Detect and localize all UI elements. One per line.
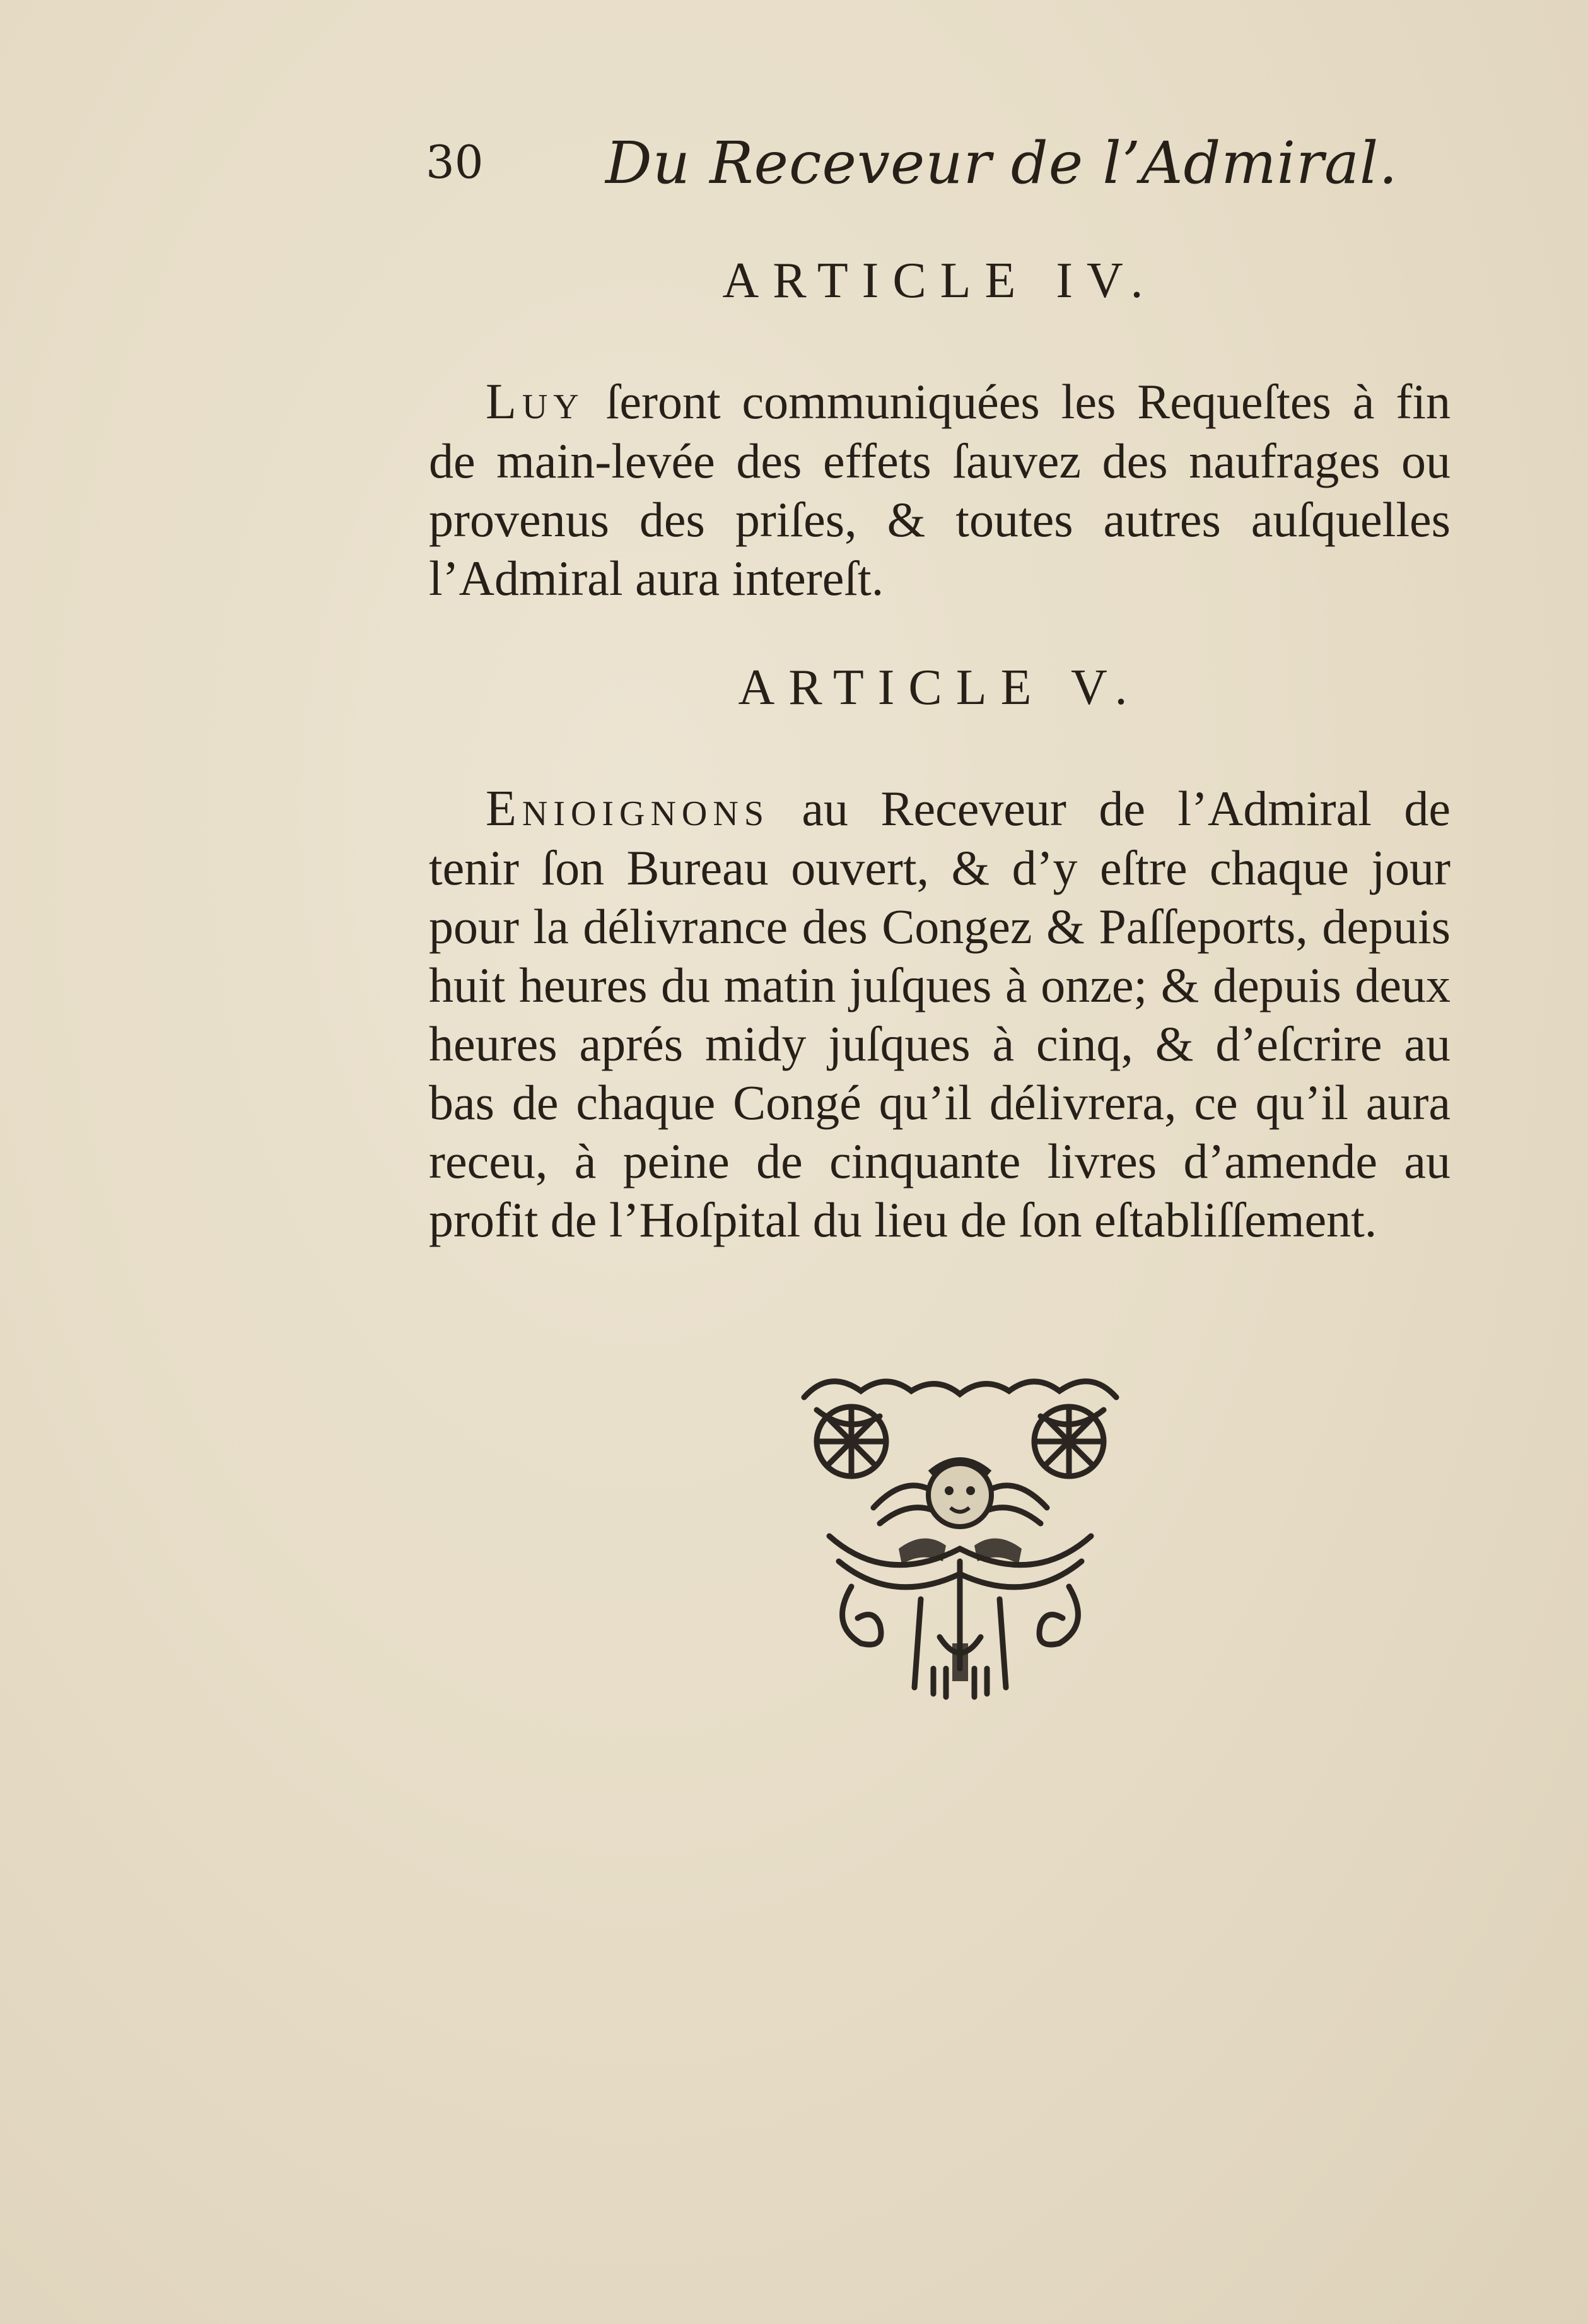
article-iv-paragraph bbox=[429, 372, 1451, 607]
page-number: 30 bbox=[426, 136, 484, 189]
article-v-lead-word: Enioignons bbox=[486, 781, 769, 836]
article-v-paragraph bbox=[429, 779, 1451, 1249]
woodcut-cherub-tailpiece-icon bbox=[791, 1372, 1129, 1703]
article-heading-v: ARTICLE V. bbox=[738, 660, 1141, 715]
running-title: Du Receveur de l’Admiral. bbox=[605, 129, 1398, 197]
running-head bbox=[426, 129, 1466, 205]
article-iv-lead-word: Luy bbox=[486, 374, 585, 430]
article-heading-iv: ARTICLE IV. bbox=[722, 253, 1157, 308]
article-v-text: au Receveur de l’Admiral de tenir ſon Bureau ouvert, & d’y eſtre chaque jour pour la délivrance des Congez & Paſſeports, depuis huit heures du matin juſques à onze; & depuis deux heures aprés midy juſques à cinq, & d’eſcrire au bas de chaque Congé qu’il délivrera, ce qu’il aura receu, à peine de cinquante livres d’amende au profit de l’Hoſpital du lieu de ſon eſtabliſſement. bbox=[429, 781, 1451, 1247]
article-iv-text: ſeront communiquées les Requeſtes à fin de main-levée des effets ſauvez des naufrages ou provenus des priſes, & toutes autres auſquelles l’Admiral aura intereſt. bbox=[429, 374, 1451, 606]
